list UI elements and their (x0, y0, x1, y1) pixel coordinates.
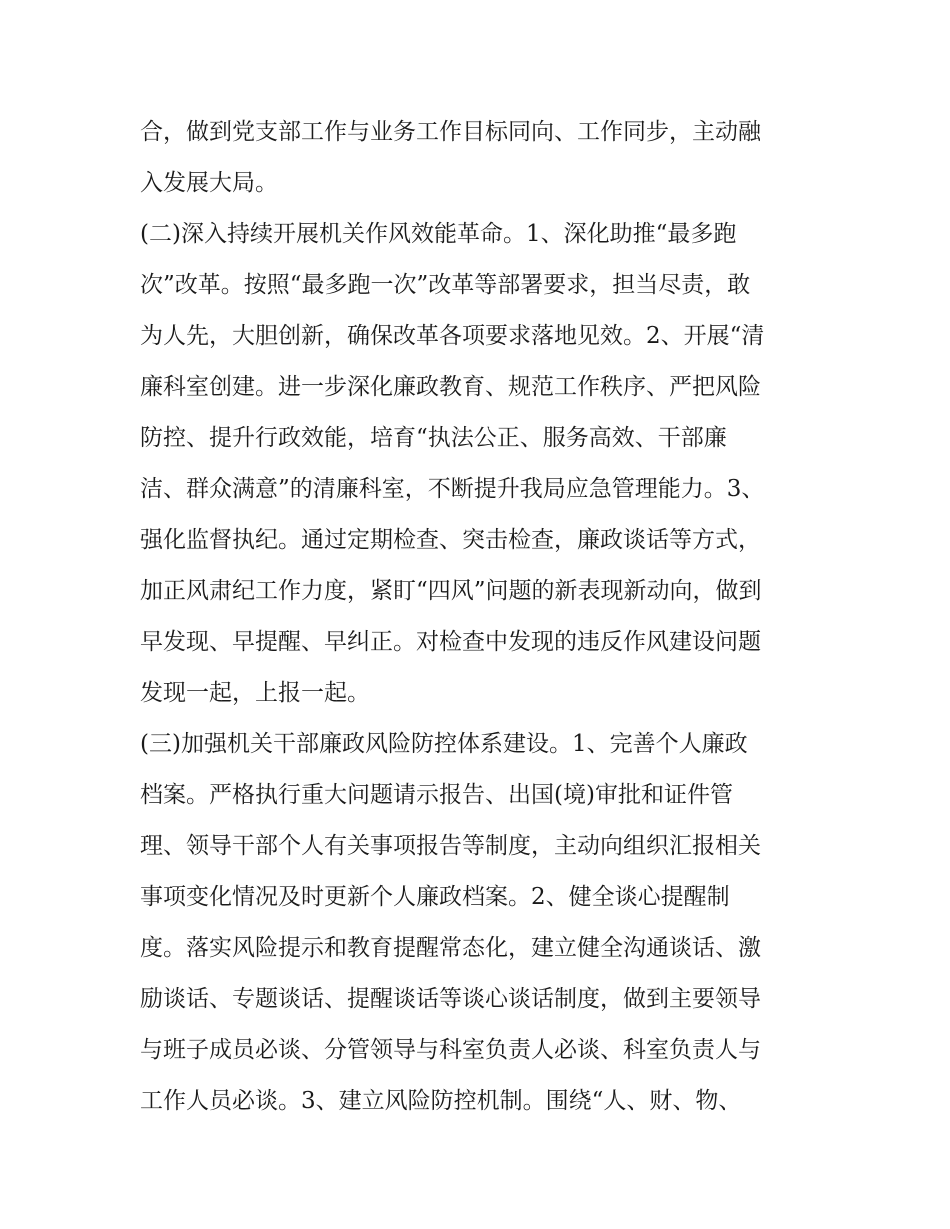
text-line: 与班子成员必谈、分管领导与科室负责人必谈、科室负责人与 (140, 1037, 761, 1063)
text-line: 加正风肃纪工作力度，紧盯“四风”问题的新表现新动向，做到 (140, 578, 762, 604)
text-line: 强化监督执纪。通过定期检查、突击检查，廉政谈话等方式， (140, 527, 761, 553)
text-line: 次”改革。按照“最多跑一次”改革等部署要求，担当尽责，敢 (140, 272, 751, 298)
text-line: 事项变化情况及时更新个人廉政档案。2、健全谈心提醒制 (140, 884, 730, 910)
text-line: (三)加强机关干部廉政风险防控体系建设。1、完善个人廉政 (140, 731, 748, 757)
text-line: 理、领导干部个人有关事项报告等制度，主动向组织汇报相关 (140, 833, 761, 859)
text-line: 早发现、早提醒、早纠正。对检查中发现的违反作风建设问题 (140, 629, 761, 655)
text-line: 合，做到党支部工作与业务工作目标同向、工作同步，主动融 (140, 119, 761, 145)
text-line: 档案。严格执行重大问题请示报告、出国(境)审批和证件管 (140, 782, 733, 808)
text-line: 度。落实风险提示和教育提醒常态化，建立健全沟通谈话、激 (140, 935, 761, 961)
body-text (140, 107, 820, 1127)
text-line: 防控、提升行政效能，培育“执法公正、服务高效、干部廉 (140, 425, 727, 451)
text-line: 廉科室创建。进一步深化廉政教育、规范工作秩序、严把风险 (140, 374, 761, 400)
text-line: 为人先，大胆创新，确保改革各项要求落地见效。2、开展“清 (140, 323, 765, 349)
text-line: 工作人员必谈。3、建立风险防控机制。围绕“人、财、物、 (140, 1088, 742, 1114)
text-line: (二)深入持续开展机关作风效能革命。1、深化助推“最多跑 (140, 221, 737, 247)
text-line: 入发展大局。 (140, 170, 278, 196)
text-line: 洁、群众满意”的清廉科室，不断提升我局应急管理能力。3、 (140, 476, 765, 502)
text-line: 励谈话、专题谈话、提醒谈话等谈心谈话制度，做到主要领导 (140, 986, 761, 1012)
text-line: 发现一起，上报一起。 (140, 680, 370, 706)
